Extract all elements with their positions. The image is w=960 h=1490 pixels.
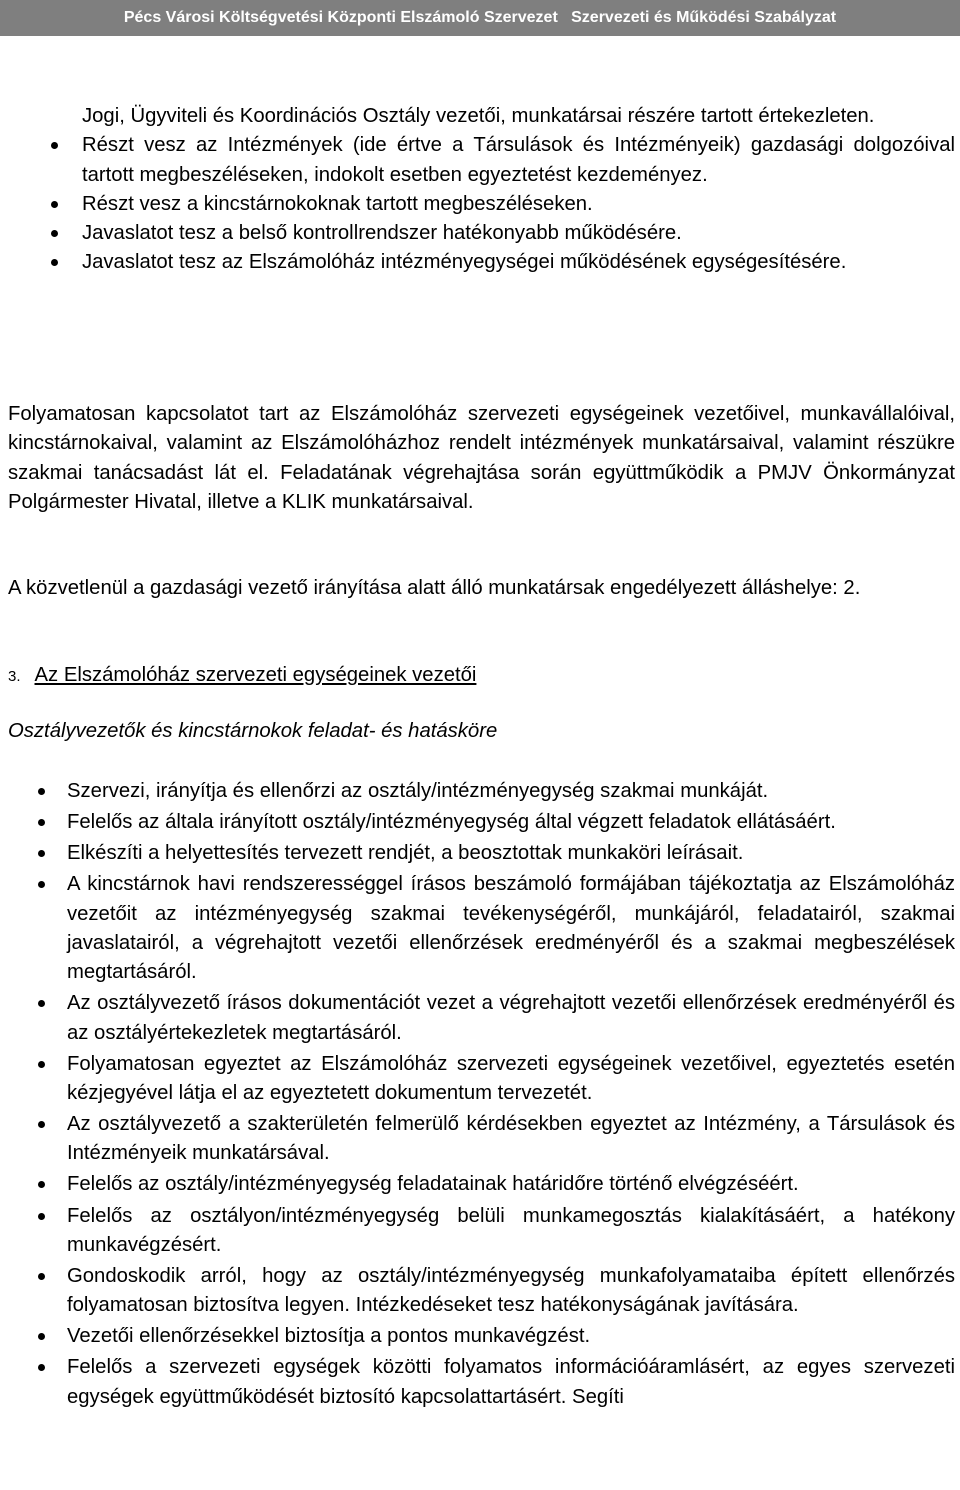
section-number: 3. <box>8 668 21 685</box>
list-item: A kincstárnok havi rendszerességgel írásos beszámoló formájában tájékoztatja az Elszámolóház vezetőit az intézményegység szakmai tevékenységéről, munkájáról, feladatairól, szakmai javaslatairól, a végrehajtott vezetői ellenőrzések eredményéről és a szakmai megbeszélések megtartásáról. <box>67 870 955 987</box>
list-item: Részt vesz a kincstárnokoknak tartott megbeszéléseken. <box>82 190 955 219</box>
list-item: Felelős az osztályon/intézményegység belüli munkamegosztás kialakításáért, a hatékony munkavégzésért. <box>67 1202 955 1261</box>
list-item: Felelős az általa irányított osztály/intézményegység által végzett feladatok ellátásáért. <box>67 808 955 837</box>
list-item: Az osztályvezető a szakterületén felmerülő kérdésekben egyeztet az Intézmény, a Társulások és Intézményeik munkatársával. <box>67 1110 955 1169</box>
list-item: Részt vesz az Intézmények (ide értve a Társulások és Intézményeik) gazdasági dolgozóival tartott megbeszéléseken, indokolt esetben egyeztetést kezdeményez. <box>82 131 955 190</box>
section-heading <box>8 661 955 691</box>
list-item: Szervezi, irányítja és ellenőrzi az osztály/intézményegység szakmai munkáját. <box>67 777 955 806</box>
list-item: Az osztályvezető írásos dokumentációt vezet a végrehajtott vezetői ellenőrzések eredményéről és az osztályértekezletek megtartásáról. <box>67 989 955 1048</box>
list-item: Vezetői ellenőrzésekkel biztosítja a pontos munkavégzést. <box>67 1322 955 1351</box>
list-item: Felelős a szervezeti egységek közötti folyamatos információáramlásért, az egyes szervezeti egységek együttműködését biztosító kapcsolattartásért. Segíti <box>67 1353 955 1412</box>
list-item: Elkészíti a helyettesítés tervezett rendjét, a beosztottak munkaköri leírásait. <box>67 839 955 868</box>
section-title: Az Elszámolóház szervezeti egységeinek vezetői <box>34 664 477 686</box>
header-title: Pécs Városi Költségvetési Központi Elszámoló Szervezet Szervezeti és Működési Szabályzat <box>123 9 837 26</box>
document-header <box>0 0 960 36</box>
list-item: Javaslatot tesz az Elszámolóház intézményegységei működésének egységesítésére. <box>82 248 955 277</box>
paragraph-headcount: A közvetlenül a gazdasági vezető irányítása alatt álló munkatársak engedélyezett álláshelye: 2. <box>8 577 861 599</box>
list-item: Gondoskodik arról, hogy az osztály/intézményegység munkafolyamataiba épített ellenőrzés folyamatosan biztosítva legyen. Intézkedéseket tesz hatékonyságának javítására. <box>67 1262 955 1321</box>
list-item: Felelős az osztály/intézményegység feladatainak határidőre történő elvégzéséért. <box>67 1170 955 1199</box>
continued-bullet-text: Jogi, Ügyviteli és Koordinációs Osztály vezetői, munkatársai részére tartott értekezleten. <box>82 105 875 127</box>
list-item: Javaslatot tesz a belső kontrollrendszer hatékonyabb működésére. <box>82 219 955 248</box>
section-subtitle: Osztályvezetők és kincstárnokok feladat- és hatásköre <box>8 720 498 742</box>
paragraph-contacts: Folyamatosan kapcsolatot tart az Elszámolóház szervezeti egységeinek vezetőivel, munkavállalóival, kincstárnokaival, valamint az Elszámolóházhoz rendelt intézmények munkatársaival, valamint részükre szakmai tanácsadást lát el. Feladatának végrehajtása során együttműködik a PMJV Önkormányzat Polgármester Hivatal, illetve a KLIK munkatársaival. <box>8 403 955 513</box>
list-item: Folyamatosan egyeztet az Elszámolóház szervezeti egységeinek vezetőivel, egyeztetés esetén kézjegyével látja el az egyeztetett dokumentum tervezetét. <box>67 1050 955 1109</box>
top-bullet-list <box>82 102 955 278</box>
duties-bullet-list <box>67 777 955 1414</box>
